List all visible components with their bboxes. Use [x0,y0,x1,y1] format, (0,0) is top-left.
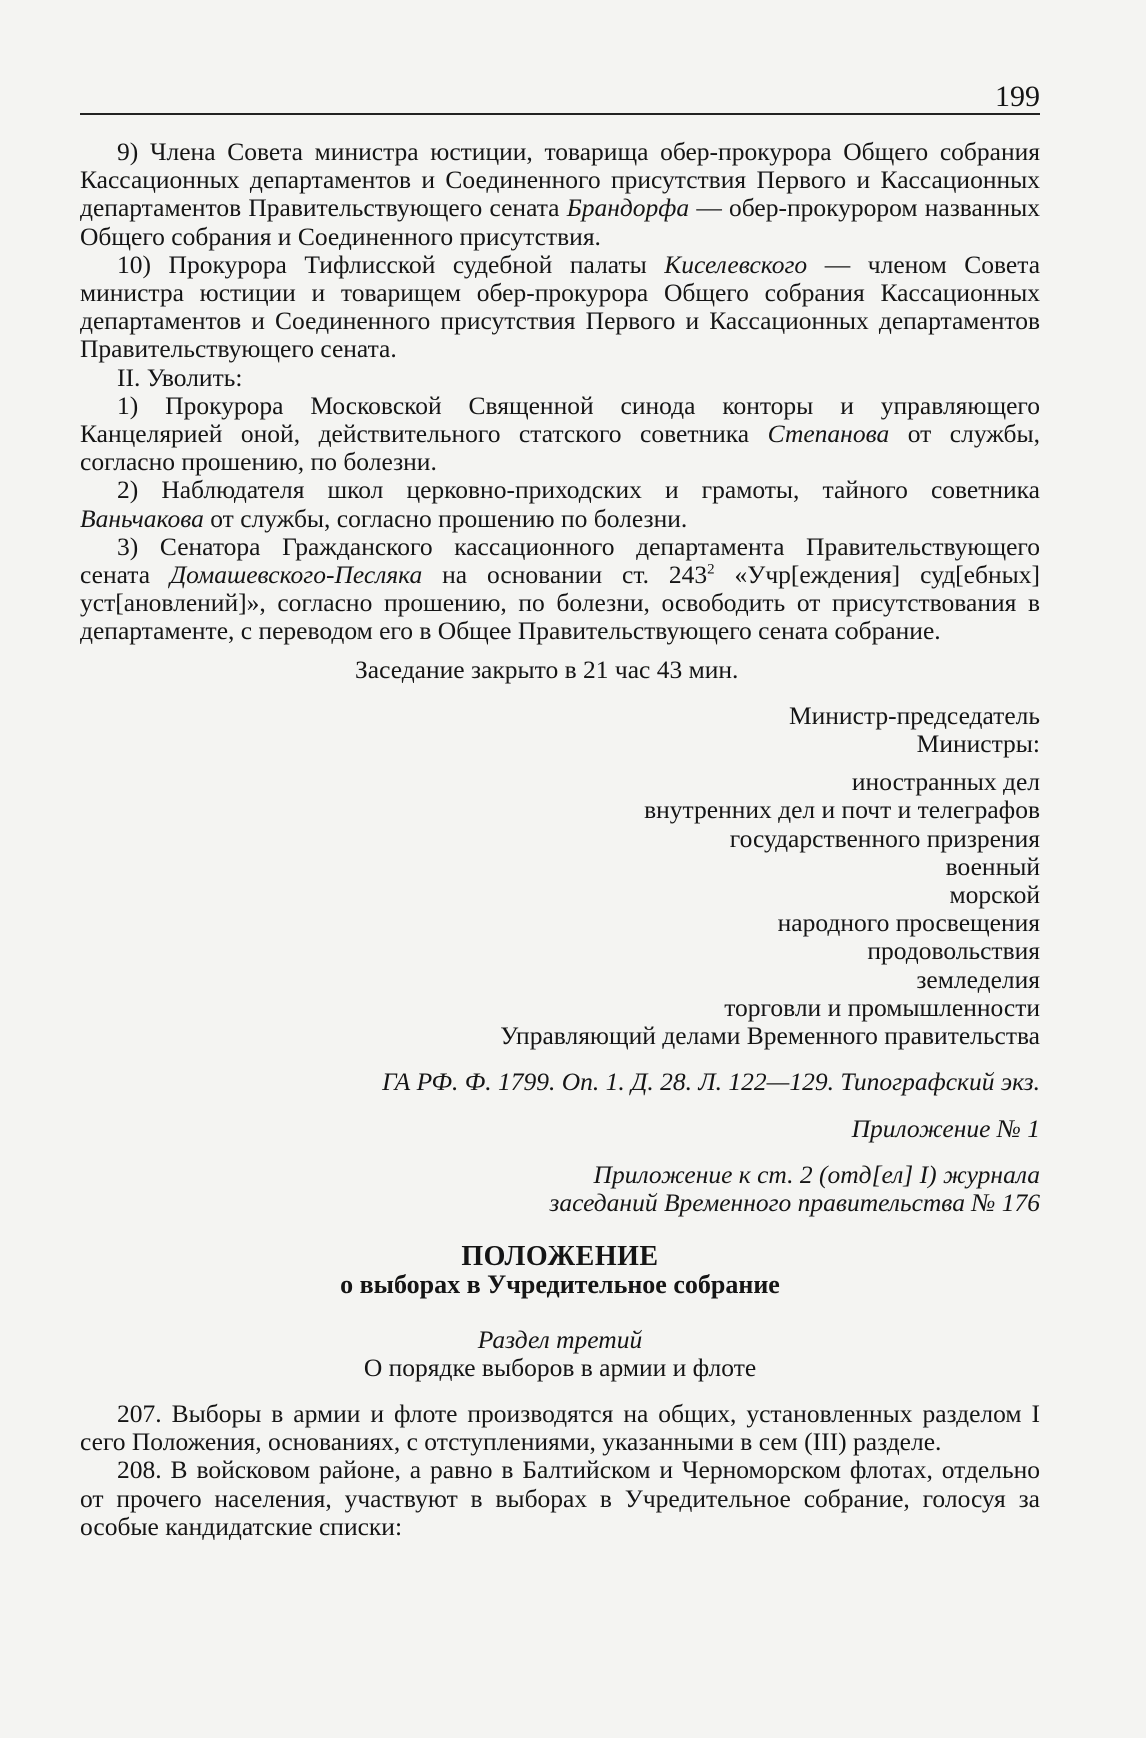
dismissal-1 [80,392,1040,477]
person-name: Киселевского [664,249,808,279]
paragraph-10 [80,251,1040,364]
spacer [80,684,1040,702]
session-closing: Заседание закрыто в 21 час 43 мин. [355,654,739,684]
minister-item: продовольствия [867,936,1040,966]
minister-item: земледелия [916,964,1040,994]
paragraph-text: 2) Наблюдателя школ церковно-приходских и грамоты, тайного советника [117,475,1040,505]
minister-item: иностранных дел [851,767,1040,797]
paragraph-text: — обер-прокурором названных Общего собрания и Соединенного присутствия. [80,193,1040,251]
spacer [80,1300,1040,1326]
minister-item: государственного призрения [729,823,1040,853]
superscript: 2 [707,561,715,578]
person-name: Домашевского-Песляка [169,560,423,590]
appendix-label: Приложение № 1 [851,1113,1040,1143]
spacer [80,1050,1040,1068]
section-title: О порядке выборов в армии и флоте [363,1352,757,1382]
signatures-block [80,702,1040,1050]
spacer [80,1097,1040,1115]
spacer [80,1217,1040,1243]
ministers-label: Министры: [916,729,1040,759]
paragraph-text: от службы, согласно прошению по болезни. [203,503,688,533]
document-subtitle: о выборах в Учредительное собрание [340,1270,780,1300]
paragraph-text: от службы, согласно прошению, по болезни. [80,419,1040,477]
person-name: Брандорфа [566,193,690,223]
spacer [80,1382,1040,1400]
dismissal-3 [80,533,1040,646]
article-208: 208. В войсковом районе, а равно в Балтийском и Черноморском флотах, отдельно от прочего населения, участвуют в выборах в Учредительное собрание, голосуя за особые кандидатские списки: [80,1455,1040,1541]
manager-title: Управляющий делами Временного правительства [500,1021,1040,1051]
page-number: 199 [995,80,1040,113]
appendix-note-line-2: заседаний Временного правительства № 176 [549,1187,1040,1217]
document-title: ПОЛОЖЕНИЕ [461,1241,659,1273]
article-207: 207. Выборы в армии и флоте производятся на общих, установленных разделом I сего Положения, основаниях, с отступлениями, указанными в сем (III) разделе. [80,1398,1040,1457]
person-name: Степанова [767,419,890,449]
dismissal-2 [80,476,1040,532]
paragraph-text: на основании ст. 243 [422,560,708,590]
paragraph-text: 1) Прокурора Московской Священной синода конторы и управляющего Канцелярией оной, действительного статского советника [80,390,1040,449]
archive-source: ГА РФ. Ф. 1799. Оп. 1. Д. 28. Л. 122—129. Типографский экз. [382,1067,1040,1097]
paragraph-text: 10) Прокурора Тифлисской судебной палаты [117,249,665,279]
minister-item: военный [945,851,1040,881]
paragraph-text: 9) Члена Совета министра юстиции, товарища обер-прокурора Общего собрания Кассационных департаментов и Соединенного присутствия Первого и Кассационных департаментов Правительствующего сената [80,137,1040,223]
person-name: Ваньчакова [80,503,204,533]
section-ii-heading: II. Уволить: [117,362,243,392]
chairman-title: Министр-председатель [788,700,1040,730]
appendix-note-line-1: Приложение к ст. 2 (отд[ел] I) журнала [593,1159,1040,1189]
minister-item: внутренних дел и почт и телеграфов [644,795,1040,825]
paragraph-text: «Учр[еждения] суд[ебных] уст[ановлений]», согласно прошению, по болезни, освободить от присутствования в департаменте, с переводом его в Общее Правительствующего сената собрание. [80,560,1040,646]
paragraph-text: 3) Сенатора Гражданского кассационного департамента Правительствующего сената [80,531,1040,590]
page-body [80,138,1040,1541]
minister-item: народного просвещения [777,908,1040,938]
spacer [80,1143,1040,1161]
minister-item: торговли и промышленности [724,992,1040,1022]
section-label: Раздел третий [477,1324,643,1354]
minister-item: морской [949,880,1040,910]
header-rule [80,113,1040,115]
paragraph-text: — членом Совета министра юстиции и товарищем обер-прокурора Общего собрания Кассационных департаментов и Соединенного присутствия Первого и Кассационных департаментов Правительствующего сената. [80,249,1041,364]
paragraph-9 [80,138,1040,251]
